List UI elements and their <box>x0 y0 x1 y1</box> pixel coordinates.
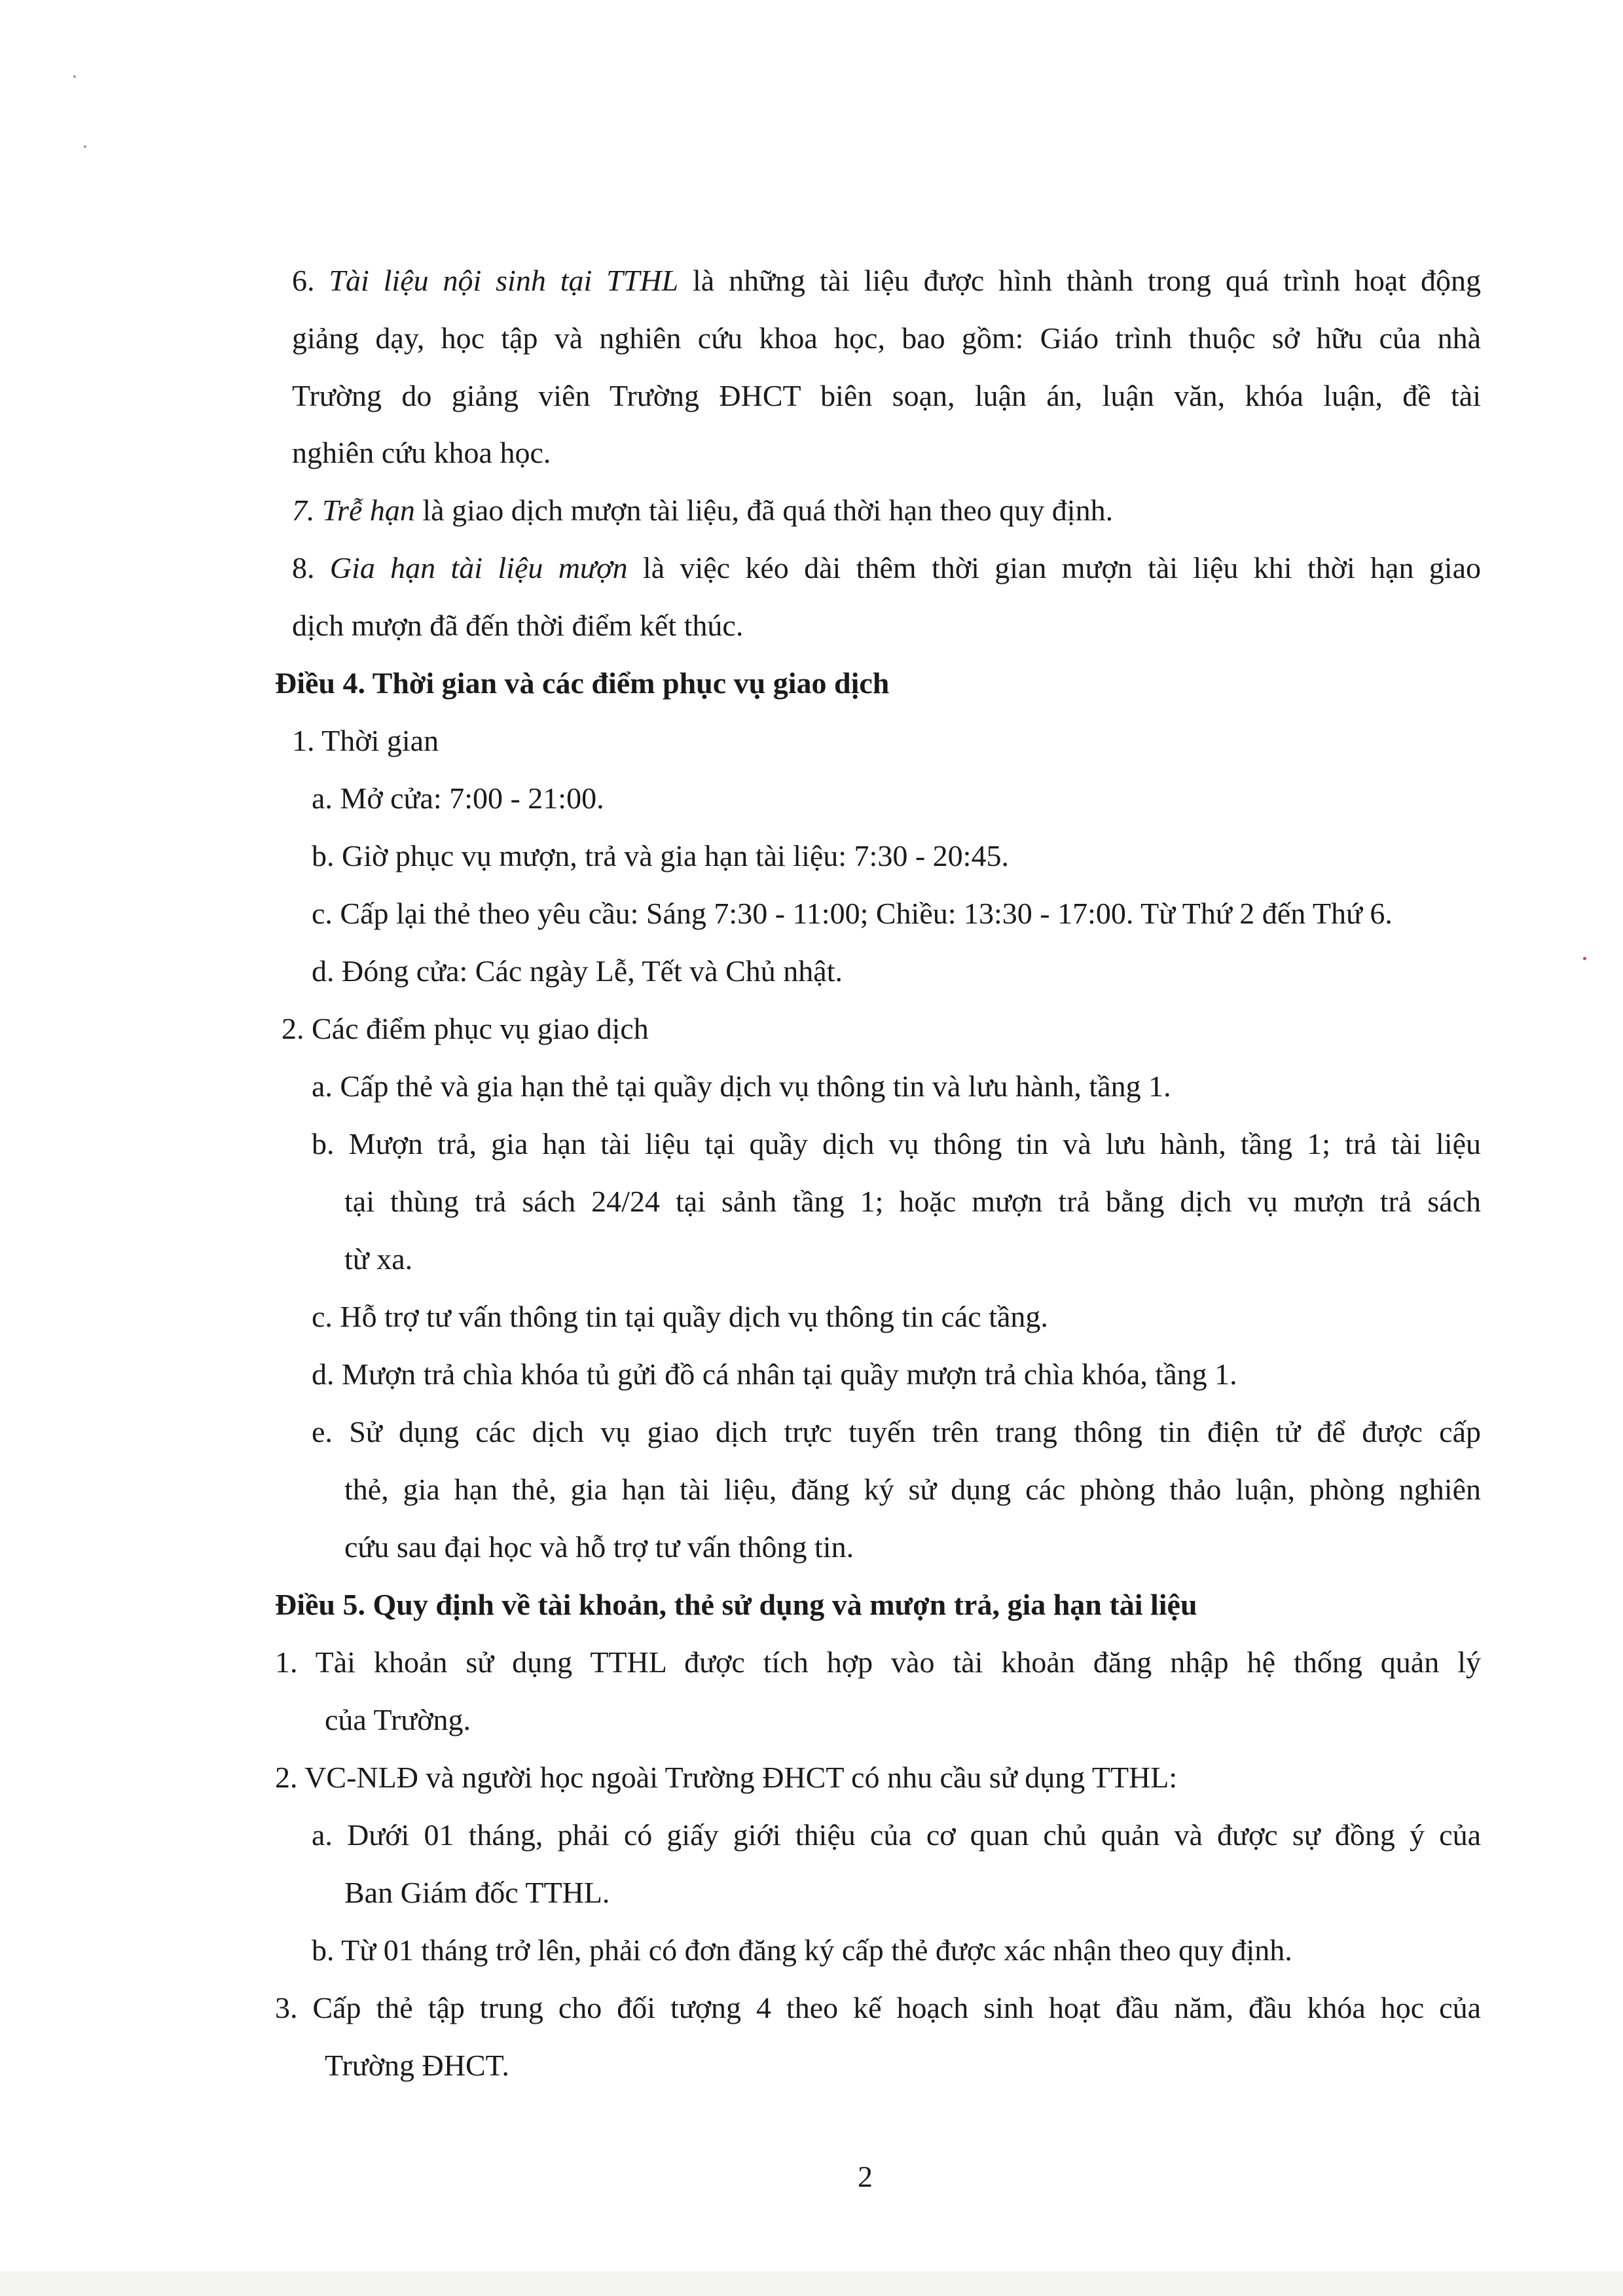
article-5-item-3-line-1: 3. Cấp thẻ tập trung cho đối tượng 4 theo kế hoạch sinh hoạt đầu năm, đầu khóa học của <box>275 1991 1481 2024</box>
article-4-item-2e-line-3: cứu sau đại học và hỗ trợ tư vấn thông tin. <box>344 1530 854 1564</box>
definition-7: 7. Trễ hạn là giao dịch mượn tài liệu, đã quá thời hạn theo quy định. <box>292 493 1114 527</box>
article-4-item-1c: c. Cấp lại thẻ theo yêu cầu: Sáng 7:30 - 11:00; Chiều: 13:30 - 17:00. Từ Thứ 2 đến Thứ 6. <box>312 897 1393 930</box>
scan-speck <box>73 75 76 78</box>
article-5-heading: Điều 5. Quy định về tài khoản, thẻ sử dụng và mượn trả, gia hạn tài liệu <box>275 1588 1197 1621</box>
article-4-item-1a: a. Mở cửa: 7:00 - 21:00. <box>312 781 604 815</box>
article-5-item-1-line-2: của Trường. <box>325 1703 471 1736</box>
definition-6-line-4: nghiên cứu khoa học. <box>292 436 551 469</box>
article-4-item-1: 1. Thời gian <box>292 724 439 757</box>
article-4-item-2b-line-1: b. Mượn trả, gia hạn tài liệu tại quầy dịch vụ thông tin và lưu hành, tầng 1; trả tài liệu <box>312 1127 1481 1160</box>
definition-6-term: Tài liệu nội sinh tại TTHL <box>329 264 679 297</box>
scan-bottom-edge <box>0 2271 1623 2296</box>
definition-8-line-2: dịch mượn đã đến thời điểm kết thúc. <box>292 609 744 642</box>
definition-6-line-2: giảng dạy, học tập và nghiên cứu khoa học, bao gồm: Giáo trình thuộc sở hữu của nhà <box>292 321 1481 355</box>
definition-8-term: Gia hạn tài liệu mượn <box>329 551 628 584</box>
article-4-item-2a: a. Cấp thẻ và gia hạn thẻ tại quầy dịch vụ thông tin và lưu hành, tầng 1. <box>312 1069 1171 1103</box>
article-4-item-2: 2. Các điểm phục vụ giao dịch <box>282 1012 649 1045</box>
article-4-item-2e-line-2: thẻ, gia hạn thẻ, gia hạn tài liệu, đăng ký sử dụng các phòng thảo luận, phòng nghiên <box>344 1473 1481 1506</box>
article-5-item-2: 2. VC-NLĐ và người học ngoài Trường ĐHCT có nhu cầu sử dụng TTHL: <box>275 1761 1178 1794</box>
page-number: 2 <box>858 2160 873 2193</box>
article-4-item-2b-line-3: từ xa. <box>344 1242 413 1276</box>
definition-8-line-1: 8. Gia hạn tài liệu mượn là việc kéo dài thêm thời gian mượn tài liệu khi thời hạn giao <box>292 551 1481 584</box>
article-4-item-2e-line-1: e. Sử dụng các dịch vụ giao dịch trực tuyến trên trang thông tin điện tử để được cấp <box>312 1415 1481 1448</box>
article-4-heading: Điều 4. Thời gian và các điểm phục vụ giao dịch <box>275 666 890 700</box>
definition-7-term: 7. Trễ hạn <box>292 493 415 527</box>
article-5-item-2b: b. Từ 01 tháng trở lên, phải có đơn đăng ký cấp thẻ được xác nhận theo quy định. <box>312 1933 1292 1967</box>
scan-speck <box>1583 957 1586 960</box>
article-4-item-2b-line-2: tại thùng trả sách 24/24 tại sảnh tầng 1; hoặc mượn trả bằng dịch vụ mượn trả sách <box>344 1185 1481 1218</box>
definition-6-line-1: 6. Tài liệu nội sinh tại TTHL là những tài liệu được hình thành trong quá trình hoạt động <box>292 264 1482 297</box>
definition-6-line-3: Trường do giảng viên Trường ĐHCT biên soạn, luận án, luận văn, khóa luận, đề tài <box>292 379 1481 412</box>
article-4-item-2c: c. Hỗ trợ tư vấn thông tin tại quầy dịch vụ thông tin các tầng. <box>312 1300 1048 1333</box>
article-5-item-2a-line-1: a. Dưới 01 tháng, phải có giấy giới thiệu của cơ quan chủ quản và được sự đồng ý của <box>312 1818 1481 1852</box>
article-5-item-3-line-2: Trường ĐHCT. <box>325 2049 509 2082</box>
article-4-item-2d: d. Mượn trả chìa khóa tủ gửi đồ cá nhân tại quầy mượn trả chìa khóa, tầng 1. <box>312 1357 1237 1391</box>
article-4-item-1d: d. Đóng cửa: Các ngày Lễ, Tết và Chủ nhật. <box>312 954 843 988</box>
article-5-item-1-line-1: 1. Tài khoản sử dụng TTHL được tích hợp vào tài khoản đăng nhập hệ thống quản lý <box>275 1645 1481 1679</box>
scan-speck <box>84 145 86 148</box>
article-5-item-2a-line-2: Ban Giám đốc TTHL. <box>344 1876 610 1909</box>
article-4-item-1b: b. Giờ phục vụ mượn, trả và gia hạn tài liệu: 7:30 - 20:45. <box>312 839 1009 872</box>
